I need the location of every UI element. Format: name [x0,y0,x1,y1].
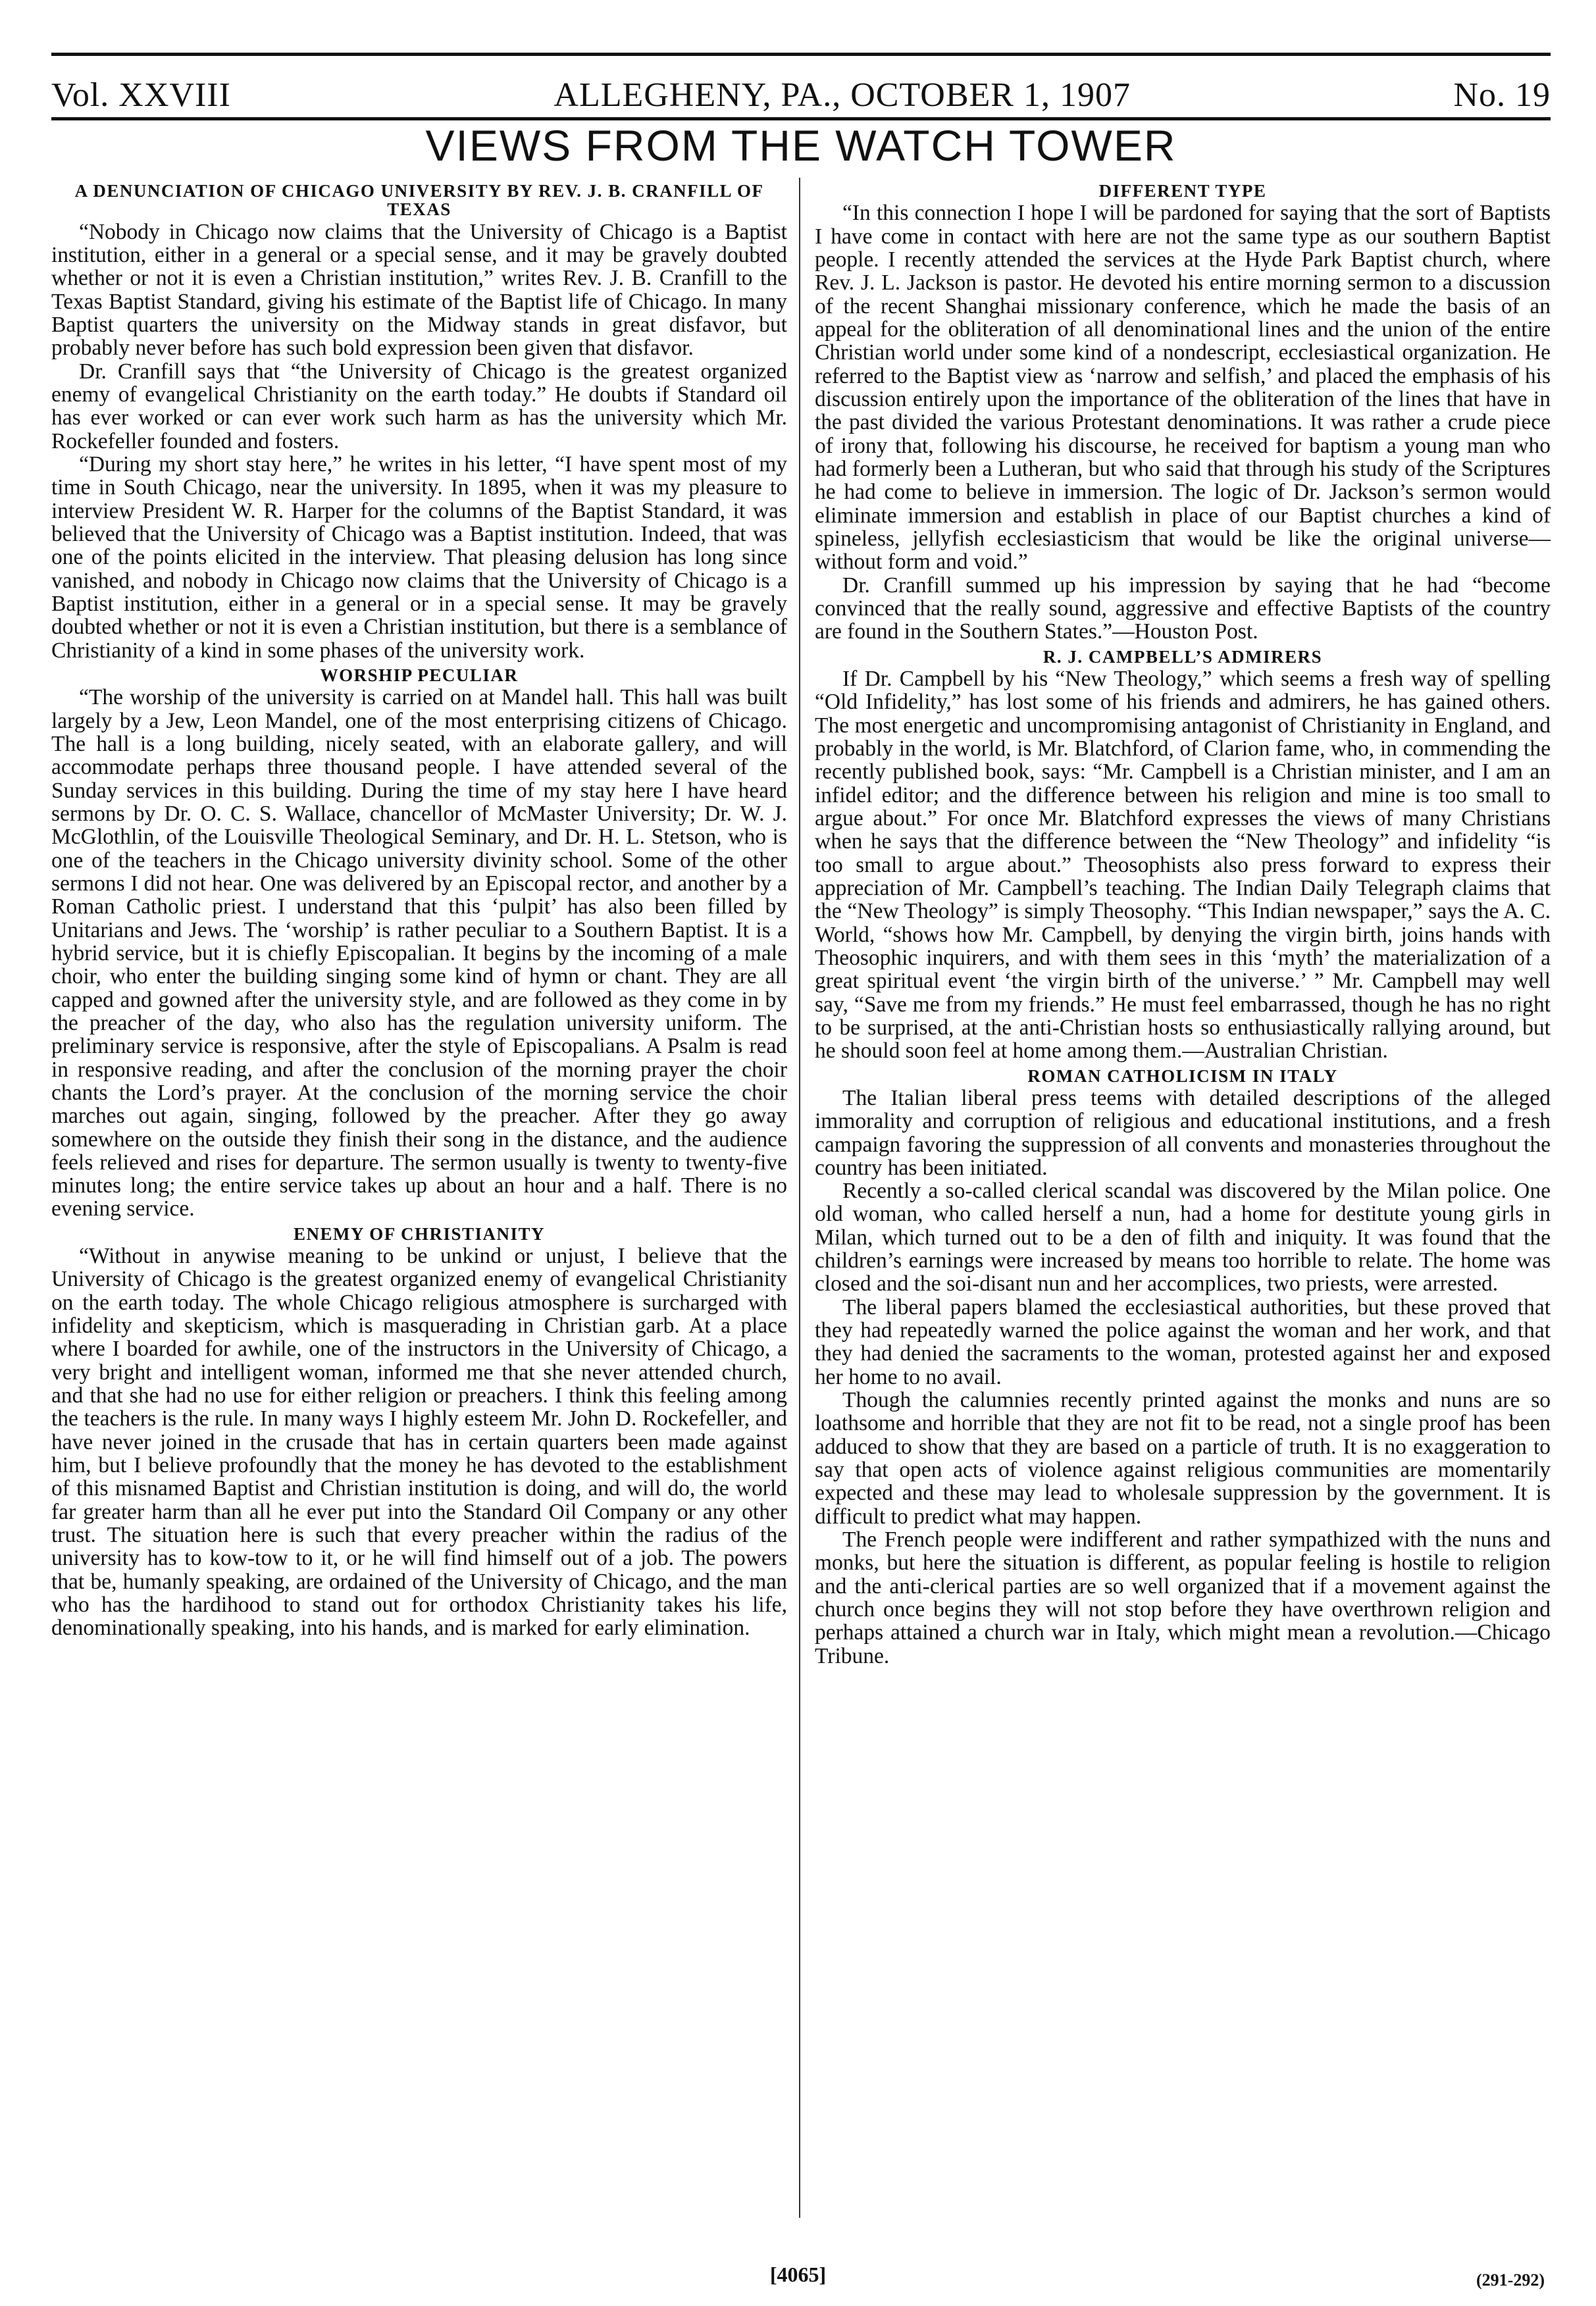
paragraph: The Italian liberal press teems with detailed descriptions of the alleged immorality and corruption of religious and educational institutions, and a fresh campaign favoring the suppression of all convents and monasteries throughout the country has been initiated. [815,1085,1551,1180]
top-rule [51,53,1551,56]
paragraph: The French people were indifferent and rather sympathized with the nuns and monks, but here the situation is different, as popular feeling is hostile to religion and the anti-clerical parties are so well organized that if a movement against the church once begins they will not stop before they have overthrown religion and perhaps attained a church war in Italy, which might mean a revolution.—Chicago Tribune. [815,1527,1551,1668]
footer-code: (291-292) [1476,2270,1545,2290]
paragraph: Dr. Cranfill says that “the University of Chicago is the greatest organized enemy of evangelical Christianity on the earth today.” He doubts if Standard oil has ever worked or can ever work such harm as has the university which Mr. Rockefeller founded and fosters. [51,359,787,453]
paragraph: If Dr. Campbell by his “New Theology,” which seems a fresh way of spelling “Old Infidelity,” has lost some of his friends and admirers, he has gained others. The most energetic and uncompromising antagonist of Christianity in England, and probably in the world, is Mr. Blatchford, of Clarion fame, who, in commending the recently published book, says: “Mr. Campbell is a Christian minister, and I am an infidel editor; and the difference between his religion and mine is too small to argue about.” For once Mr. Blatchford expresses the views of many Christians when he says that the difference between the “New Theology” and infidelity “is too small to argue about.” Theosophists also press forward to express their appreciation of Mr. Campbell’s teaching. The Indian Daily Telegraph claims that the “New Theology” is simply Theosophy. “This Indian newspaper,” says the A. C. World, “shows how Mr. Campbell, by denying the virgin birth, joins hands with Theosophic inquirers, and with them sees in this ‘myth’ the materialization of a great spiritual event ‘the virgin birth of the universe.’ ” Mr. Campbell may well say, “Save me from my friends.” He must feel embarrassed, though he has no right to be surprised, at the anti-Christian hosts so enthusiastically rallying around, but he should soon feel at home among them.—Australian Christian. [815,666,1551,1063]
paragraph: “Nobody in Chicago now claims that the University of Chicago is a Baptist institution, either in a general or a special sense, and it may be gravely doubted whether or not it is even a Christian institution,” writes Rev. J. B. Cranfill to the Texas Baptist Standard, giving his estimate of the Baptist life of Chicago. In many Baptist quarters the university on the Midway stands in great disfavor, but probably never before has such bold expression been given that disfavor. [51,219,787,361]
paragraph: “Without in anywise meaning to be unkind or unjust, I believe that the University of Chicago is the greatest organized enemy of evangelical Christianity on the earth today. The whole Chicago religious atmosphere is surcharged with infidelity and skepticism, which is masquerading in Christian garb. At a place where I boarded for awhile, one of the instructors in the University of Chicago, a very bright and intelligent woman, informed me that she never attended church, and that she had no use for either religion or preachers. I think this feeling among the teachers is the rule. In many ways I highly esteem Mr. John D. Rockefeller, and have never joined in the crusade that has in certain quarters been made against him, but I believe profoundly that the money he has devoted to the establishment of this misnamed Baptist and Christian institution is doing, and will do, the world far greater harm than all he ever put into the Standard Oil Company or any other trust. The situation here is such that every preacher within the radius of the university has to kow-tow to it, or he will find himself out of a job. The powers that be, humanly speaking, are ordained of the University of Chicago, and the man who has the hardihood to stand out for orthodox Christianity takes his life, denominationally speaking, into his hands, and is marked for early elimination. [51,1244,787,1641]
section-heading: ENEMY OF CHRISTIANITY [293,1223,546,1244]
issue-number: No. 19 [1453,76,1551,114]
paragraph: Dr. Cranfill summed up his impression by saying that he had “become convinced that the really sound, aggressive and effective Baptists of the country are found in the Southern States.”—Houston Post. [815,573,1551,644]
section-heading: ROMAN CATHOLICISM IN ITALY [1027,1065,1338,1086]
paragraph: “The worship of the university is carried on at Mandel hall. This hall was built largely by a Jew, Leon Mandel, one of the most enterprising citizens of Chicago. The hall is a long building, nicely seated, with an elaborate gallery, and will accommodate perhaps three thousand people. I have attended several of the Sunday services in this building. During the time of my stay here I have heard sermons by Dr. O. C. S. Wallace, chancellor of McMaster University; Dr. W. J. McGlothlin, of the Louisville Theological Seminary, and Dr. H. L. Stetson, who is one of the teachers in the Chicago university divinity school. Some of the other sermons I did not hear. One was delivered by an Episcopal rector, and another by a Roman Catholic priest. I understand that this ‘pulpit’ has also been filled by Unitarians and Jews. The ‘worship’ is rather peculiar to a Southern Baptist. It is a hybrid service, but it is chiefly Episcopalian. It begins by the incoming of a male choir, who enter the building singing some kind of hymn or chant. They are all capped and gowned after the university style, and are followed as they come in by the preacher of the day, who also has the regulation university uniform. The preliminary service is responsive, after the style of Episcopalians. A Psalm is read in responsive reading, and after the conclusion of the morning prayer the choir chants the Lord’s prayer. At the conclusion of the morning service the choir marches out again, singing, followed by the preacher. After they go away somewhere on the outside they finish their song in the distance, and the audience feels relieved and rises for departure. The sermon usually is twenty to twenty-five minutes long; the entire service takes up about an hour and a half. There is no evening service. [51,685,787,1221]
section-heading: DIFFERENT TYPE [1098,181,1267,201]
left-column [51,178,787,2224]
paragraph: Recently a so-called clerical scandal was discovered by the Milan police. One old woman, who called herself a nun, had a home for destitute young girls in Milan, which turned out to be a den of filth and iniquity. It was found that the children’s earnings were increased by means too horrible to relate. The home was closed and the soi-disant nun and her accomplices, two priests, were arrested. [815,1179,1551,1296]
paragraph: “In this connection I hope I will be pardoned for saying that the sort of Baptists I have come in contact with here are not the same type as our southern Baptist people. I recently attended the services at the Hyde Park Baptist church, where Rev. J. L. Jackson is pastor. He devoted his entire morning sermon to a discussion of the recent Shanghai missionary conference, which he made the basis of an appeal for the obliteration of all denominational lines and the union of the entire Christian world under some kind of a nondescript, ecclesiastical organization. He referred to the Baptist view as ‘narrow and selfish,’ and placed the emphasis of his discussion entirely upon the importance of the obliteration of the lines that have in the past divided the various Protestant denominations. It was rather a crude piece of irony that, following his discourse, he received for baptism a young man who had formerly been a Lutheran, but who said that through his study of the Scriptures he had come to believe in immersion. The logic of Dr. Jackson’s sermon would eliminate immersion and establish in place of our Baptist churches a kind of spineless, jellyfish ecclesiasticism that would be like the original universe—without form and void.” [815,201,1551,575]
right-column [815,178,1551,2224]
place-date: ALLEGHENY, PA., OCTOBER 1, 1907 [553,76,1131,114]
masthead-rule [51,117,1551,120]
section-heading: R. J. CAMPBELL’S ADMIRERS [1043,646,1323,667]
paragraph: Though the calumnies recently printed against the monks and nuns are so loathsome and horrible that they are not fit to be read, not a single proof has been adduced to show that they are based on a particle of truth. It is no exaggeration to say that open acts of violence against religious communities are momentarily expected and these may lead to wholesale suppression by the government. It is difficult to predict what may happen. [815,1388,1551,1529]
section-heading: A DENUNCIATION OF CHICAGO UNIVERSITY BY REV. J. B. CRANFILL OF TEXAS [74,181,764,220]
masthead [51,62,1551,115]
page-title: VIEWS FROM THE WATCH TOWER [425,121,1177,170]
section-heading: WORSHIP PECULIAR [320,665,519,685]
column-divider [799,178,800,2218]
page-number: [4065] [769,2263,827,2286]
paragraph: “During my short stay here,” he writes in his letter, “I have spent most of my time in South Chicago, near the university. In 1895, when it was my pleasure to interview President W. R. Harper for the columns of the Baptist Standard, it was believed that the University of Chicago was a Baptist institution. Indeed, that was one of the points elicited in the interview. That pleasing delusion has long since vanished, and nobody in Chicago now claims that the University of Chicago is a Baptist institution, either in a general or in a special sense. It may be gravely doubted whether or not it is even a Christian institution, but there is a semblance of Christianity of a kind in some phases of the university work. [51,451,787,663]
paragraph: The liberal papers blamed the ecclesiastical authorities, but these proved that they had repeatedly warned the police against the woman and her work, and that they had denied the sacraments to the woman, protested against her and exposed her home to no avail. [815,1294,1551,1389]
volume-label: Vol. XXVIII [51,76,231,114]
